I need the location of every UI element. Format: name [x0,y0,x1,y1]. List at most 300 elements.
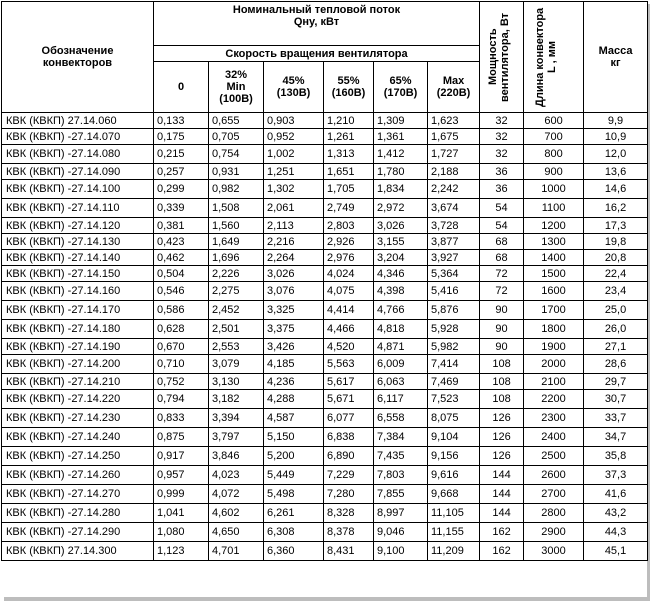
cell-heat-flow: 0,655 [209,113,264,129]
cell-fan-power: 144 [480,504,524,523]
cell-mass: 43,2 [584,504,648,523]
cell-heat-flow: 1,302 [264,180,324,199]
table-body [2,113,648,561]
header-speed-0 [154,62,209,113]
cell-heat-flow: 3,182 [209,390,264,409]
table-row [2,250,648,266]
cell-heat-flow: 0,339 [154,199,209,218]
table-row [2,234,648,250]
cell-heat-flow: 4,024 [324,266,374,282]
cell-heat-flow: 0,957 [154,466,209,485]
table-row [2,390,648,409]
cell-heat-flow: 1,309 [374,113,428,129]
cell-heat-flow: 0,875 [154,428,209,447]
header-heat-flow-title: Номинальный тепловой поток [232,4,401,16]
cell-heat-flow: 9,668 [428,485,480,504]
cell-heat-flow: 2,972 [374,199,428,218]
cell-heat-flow: 2,188 [428,164,480,180]
cell-fan-power: 144 [480,466,524,485]
cell-heat-flow: 5,563 [324,355,374,374]
cell-heat-flow: 6,838 [324,428,374,447]
cell-heat-flow: 2,264 [264,250,324,266]
cell-heat-flow: 0,903 [264,113,324,129]
cell-fan-power: 108 [480,390,524,409]
cell-designation: КВК (КВКП) -27.14.070 [2,129,154,145]
cell-heat-flow: 5,876 [428,301,480,320]
cell-designation: КВК (КВКП) 27.14.060 [2,113,154,129]
header-speed-line2: (170В) [383,87,418,99]
table-row [2,428,648,447]
cell-fan-power: 36 [480,164,524,180]
cell-mass: 23,4 [584,282,648,301]
cell-fan-power: 108 [480,374,524,390]
cell-heat-flow: 5,498 [264,485,324,504]
cell-heat-flow: 0,504 [154,266,209,282]
cell-length: 2800 [524,504,584,523]
cell-mass: 16,2 [584,199,648,218]
cell-heat-flow: 7,469 [428,374,480,390]
cell-heat-flow: 1,210 [324,113,374,129]
table-row [2,523,648,542]
cell-designation: КВК (КВКП) -27.14.120 [2,218,154,234]
cell-designation: КВК (КВКП) -27.14.180 [2,320,154,339]
cell-heat-flow: 9,100 [374,542,428,561]
cell-heat-flow: 0,586 [154,301,209,320]
cell-heat-flow: 1,705 [324,180,374,199]
convector-table [1,1,648,561]
cell-fan-power: 90 [480,339,524,355]
cell-heat-flow: 7,384 [374,428,428,447]
cell-heat-flow: 7,414 [428,355,480,374]
cell-heat-flow: 8,075 [428,409,480,428]
cell-heat-flow: 4,414 [324,301,374,320]
cell-heat-flow: 6,009 [374,355,428,374]
cell-designation: КВК (КВКП) -27.14.290 [2,523,154,542]
cell-designation: КВК (КВКП) -27.14.160 [2,282,154,301]
cell-mass: 45,1 [584,542,648,561]
cell-designation: КВК (КВКП) -27.14.110 [2,199,154,218]
cell-heat-flow: 2,926 [324,234,374,250]
cell-heat-flow: 0,999 [154,485,209,504]
header-speed-line1: 45% [282,75,305,87]
cell-heat-flow: 0,299 [154,180,209,199]
cell-mass: 25,0 [584,301,648,320]
cell-heat-flow: 4,072 [209,485,264,504]
cell-designation: КВК (КВКП) -27.14.270 [2,485,154,504]
cell-heat-flow: 2,061 [264,199,324,218]
cell-heat-flow: 5,449 [264,466,324,485]
cell-fan-power: 54 [480,199,524,218]
cell-heat-flow: 1,834 [374,180,428,199]
cell-mass: 20,8 [584,250,648,266]
cell-heat-flow: 0,752 [154,374,209,390]
cell-heat-flow: 4,818 [374,320,428,339]
cell-heat-flow: 4,587 [264,409,324,428]
cell-heat-flow: 3,130 [209,374,264,390]
cell-heat-flow: 11,209 [428,542,480,561]
cell-heat-flow: 3,394 [209,409,264,428]
cell-heat-flow: 2,216 [264,234,324,250]
cell-fan-power: 162 [480,523,524,542]
cell-heat-flow: 1,727 [428,145,480,164]
cell-heat-flow: 7,280 [324,485,374,504]
cell-heat-flow: 7,435 [374,447,428,466]
cell-mass: 12,0 [584,145,648,164]
cell-mass: 29,7 [584,374,648,390]
cell-length: 600 [524,113,584,129]
cell-heat-flow: 1,675 [428,129,480,145]
cell-length: 1000 [524,180,584,199]
cell-fan-power: 72 [480,266,524,282]
cell-heat-flow: 9,616 [428,466,480,485]
cell-designation: КВК (КВКП) -27.14.100 [2,180,154,199]
cell-heat-flow: 0,257 [154,164,209,180]
table-row [2,180,648,199]
cell-fan-power: 126 [480,428,524,447]
cell-designation: КВК (КВКП) -27.14.150 [2,266,154,282]
cell-heat-flow: 5,150 [264,428,324,447]
header-designation-label: Обозначение конвекторов [41,45,114,69]
cell-length: 1100 [524,199,584,218]
cell-heat-flow: 1,251 [264,164,324,180]
cell-designation: КВК (КВКП) -27.14.280 [2,504,154,523]
cell-fan-power: 144 [480,485,524,504]
cell-designation: КВК (КВКП) -27.14.190 [2,339,154,355]
cell-fan-power: 126 [480,409,524,428]
cell-heat-flow: 0,931 [209,164,264,180]
table-row [2,113,648,129]
cell-heat-flow: 3,026 [264,266,324,282]
cell-heat-flow: 2,553 [209,339,264,355]
cell-heat-flow: 2,749 [324,199,374,218]
header-speed-line1: 65% [389,75,412,87]
cell-heat-flow: 4,398 [374,282,428,301]
cell-heat-flow: 11,105 [428,504,480,523]
cell-designation: КВК (КВКП) -27.14.250 [2,447,154,466]
table-row [2,339,648,355]
cell-heat-flow: 8,431 [324,542,374,561]
cell-mass: 26,0 [584,320,648,339]
cell-heat-flow: 1,412 [374,145,428,164]
cell-heat-flow: 0,705 [209,129,264,145]
header-speed-1 [209,62,264,113]
cell-designation: КВК (КВКП) -27.14.230 [2,409,154,428]
header-length [524,2,584,113]
cell-heat-flow: 5,617 [324,374,374,390]
header-speed-line2: (160В) [331,87,366,99]
cell-heat-flow: 5,982 [428,339,480,355]
cell-designation: КВК (КВКП) 27.14.300 [2,542,154,561]
cell-fan-power: 90 [480,320,524,339]
table-row [2,129,648,145]
cell-heat-flow: 3,927 [428,250,480,266]
header-speed-line1: 32% [224,69,248,81]
cell-heat-flow: 1,651 [324,164,374,180]
cell-heat-flow: 4,466 [324,320,374,339]
cell-heat-flow: 7,523 [428,390,480,409]
cell-heat-flow: 4,236 [264,374,324,390]
cell-length: 1300 [524,234,584,250]
table-row [2,320,648,339]
cell-heat-flow: 0,754 [209,145,264,164]
table-row [2,164,648,180]
cell-heat-flow: 6,077 [324,409,374,428]
cell-heat-flow: 3,325 [264,301,324,320]
cell-heat-flow: 3,426 [264,339,324,355]
cell-heat-flow: 2,803 [324,218,374,234]
cell-mass: 33,7 [584,409,648,428]
cell-heat-flow: 9,104 [428,428,480,447]
table-row [2,485,648,504]
header-speed-4 [374,62,428,113]
cell-heat-flow: 4,346 [374,266,428,282]
cell-mass: 17,3 [584,218,648,234]
cell-heat-flow: 6,261 [264,504,324,523]
cell-heat-flow: 4,185 [264,355,324,374]
cell-heat-flow: 4,520 [324,339,374,355]
cell-heat-flow: 2,452 [209,301,264,320]
cell-heat-flow: 1,002 [264,145,324,164]
cell-heat-flow: 1,313 [324,145,374,164]
header-speed-3 [324,62,374,113]
cell-designation: КВК (КВКП) -27.14.260 [2,466,154,485]
cell-fan-power: 32 [480,129,524,145]
table-row [2,266,648,282]
cell-fan-power: 72 [480,282,524,301]
cell-heat-flow: 6,117 [374,390,428,409]
header-fan-power [480,2,524,113]
cell-heat-flow: 3,155 [374,234,428,250]
cell-heat-flow: 4,871 [374,339,428,355]
cell-fan-power: 68 [480,250,524,266]
cell-heat-flow: 7,855 [374,485,428,504]
cell-heat-flow: 8,328 [324,504,374,523]
cell-length: 2400 [524,428,584,447]
table-row [2,301,648,320]
cell-designation: КВК (КВКП) -27.14.140 [2,250,154,266]
cell-heat-flow: 1,696 [209,250,264,266]
cell-mass: 9,9 [584,113,648,129]
cell-fan-power: 108 [480,355,524,374]
cell-heat-flow: 1,623 [428,113,480,129]
cell-heat-flow: 2,113 [264,218,324,234]
cell-heat-flow: 4,288 [264,390,324,409]
cell-heat-flow: 3,797 [209,428,264,447]
table-row [2,218,648,234]
header-speed-line2: (130В) [276,87,311,99]
cell-mass: 35,8 [584,447,648,466]
cell-length: 3000 [524,542,584,561]
header-mass-label: Масса кг [598,45,633,69]
cell-heat-flow: 2,275 [209,282,264,301]
cell-fan-power: 68 [480,234,524,250]
cell-mass: 28,6 [584,355,648,374]
cell-heat-flow: 0,794 [154,390,209,409]
cell-heat-flow: 9,046 [374,523,428,542]
cell-heat-flow: 9,156 [428,447,480,466]
cell-heat-flow: 6,063 [374,374,428,390]
cell-heat-flow: 3,728 [428,218,480,234]
cell-heat-flow: 0,175 [154,129,209,145]
table-row [2,447,648,466]
cell-designation: КВК (КВКП) -27.14.170 [2,301,154,320]
header-speed-5 [428,62,480,113]
cell-heat-flow: 4,650 [209,523,264,542]
cell-heat-flow: 5,928 [428,320,480,339]
cell-heat-flow: 8,997 [374,504,428,523]
cell-mass: 41,6 [584,485,648,504]
cell-heat-flow: 1,649 [209,234,264,250]
cell-heat-flow: 11,155 [428,523,480,542]
header-speed-line2: Min [226,81,246,93]
cell-heat-flow: 3,026 [374,218,428,234]
cell-heat-flow: 5,200 [264,447,324,466]
cell-heat-flow: 2,242 [428,180,480,199]
cell-heat-flow: 6,308 [264,523,324,542]
table-row [2,145,648,164]
cell-heat-flow: 4,075 [324,282,374,301]
cell-mass: 44,3 [584,523,648,542]
cell-fan-power: 162 [480,542,524,561]
cell-heat-flow: 5,671 [324,390,374,409]
cell-heat-flow: 3,204 [374,250,428,266]
cell-fan-power: 32 [480,145,524,164]
table-row [2,374,648,390]
header-length-label: Длина конвектора L , мм [533,7,558,107]
cell-length: 1500 [524,266,584,282]
cell-heat-flow: 1,780 [374,164,428,180]
cell-designation: КВК (КВКП) -27.14.210 [2,374,154,390]
cell-heat-flow: 6,360 [264,542,324,561]
cell-heat-flow: 5,416 [428,282,480,301]
cell-heat-flow: 0,628 [154,320,209,339]
cell-length: 2100 [524,374,584,390]
cell-designation: КВК (КВКП) -27.14.080 [2,145,154,164]
cell-fan-power: 90 [480,301,524,320]
cell-length: 2900 [524,523,584,542]
cell-heat-flow: 3,079 [209,355,264,374]
cell-heat-flow: 0,462 [154,250,209,266]
cell-heat-flow: 0,952 [264,129,324,145]
cell-length: 2300 [524,409,584,428]
cell-mass: 34,7 [584,428,648,447]
cell-heat-flow: 0,423 [154,234,209,250]
cell-mass: 10,9 [584,129,648,145]
header-speed-line1: Max [442,75,465,87]
header-speed-line3: (100В) [219,93,253,105]
cell-mass: 37,3 [584,466,648,485]
table-row [2,466,648,485]
cell-heat-flow: 1,080 [154,523,209,542]
cell-length: 700 [524,129,584,145]
table-row [2,282,648,301]
cell-heat-flow: 0,215 [154,145,209,164]
cell-mass: 22,4 [584,266,648,282]
cell-length: 1900 [524,339,584,355]
cell-heat-flow: 1,261 [324,129,374,145]
cell-heat-flow: 8,378 [324,523,374,542]
table-row [2,199,648,218]
cell-heat-flow: 2,501 [209,320,264,339]
header-heat-flow [154,2,480,46]
cell-heat-flow: 1,041 [154,504,209,523]
header-mass [584,2,648,113]
cell-heat-flow: 0,133 [154,113,209,129]
cell-heat-flow: 3,076 [264,282,324,301]
header-fan-speed-label: Скорость вращения вентилятора [225,47,408,60]
cell-heat-flow: 0,381 [154,218,209,234]
cell-mass: 19,8 [584,234,648,250]
cell-length: 1400 [524,250,584,266]
cell-designation: КВК (КВКП) -27.14.200 [2,355,154,374]
cell-heat-flow: 2,226 [209,266,264,282]
cell-heat-flow: 0,982 [209,180,264,199]
cell-heat-flow: 0,546 [154,282,209,301]
cell-mass: 27,1 [584,339,648,355]
cell-heat-flow: 4,766 [374,301,428,320]
cell-length: 2000 [524,355,584,374]
cell-heat-flow: 1,123 [154,542,209,561]
cell-heat-flow: 3,877 [428,234,480,250]
cell-heat-flow: 0,917 [154,447,209,466]
cell-heat-flow: 6,558 [374,409,428,428]
table-row [2,542,648,561]
cell-heat-flow: 6,890 [324,447,374,466]
cell-length: 900 [524,164,584,180]
cell-heat-flow: 1,361 [374,129,428,145]
cell-heat-flow: 5,364 [428,266,480,282]
cell-designation: КВК (КВКП) -27.14.240 [2,428,154,447]
cell-heat-flow: 1,508 [209,199,264,218]
cell-length: 2700 [524,485,584,504]
cell-heat-flow: 0,670 [154,339,209,355]
header-speed-line2: (220В) [436,87,471,99]
cell-length: 1200 [524,218,584,234]
cell-length: 2500 [524,447,584,466]
cell-designation: КВК (КВКП) -27.14.130 [2,234,154,250]
cell-mass: 30,7 [584,390,648,409]
cell-heat-flow: 4,701 [209,542,264,561]
cell-heat-flow: 0,833 [154,409,209,428]
header-speed-line1: 55% [337,75,360,87]
cell-length: 800 [524,145,584,164]
header-speed-line1: 0 [177,81,185,93]
cell-fan-power: 36 [480,180,524,199]
cell-heat-flow: 1,560 [209,218,264,234]
cell-mass: 13,6 [584,164,648,180]
cell-fan-power: 32 [480,113,524,129]
cell-heat-flow: 4,023 [209,466,264,485]
cell-length: 1800 [524,320,584,339]
cell-designation: КВК (КВКП) -27.14.090 [2,164,154,180]
cell-fan-power: 126 [480,447,524,466]
header-designation [2,2,154,113]
cell-length: 1600 [524,282,584,301]
cell-heat-flow: 0,710 [154,355,209,374]
header-speed-2 [264,62,324,113]
page-shadow-bottom [4,597,650,601]
cell-fan-power: 54 [480,218,524,234]
cell-heat-flow: 4,602 [209,504,264,523]
cell-length: 2200 [524,390,584,409]
table-row [2,409,648,428]
table-row [2,504,648,523]
header-heat-flow-unit: Qну, кВт [293,16,340,28]
table-row [2,355,648,374]
header-fan-power-label: Мощность вентилятора, Вт [486,12,511,102]
cell-heat-flow: 2,976 [324,250,374,266]
cell-length: 1700 [524,301,584,320]
